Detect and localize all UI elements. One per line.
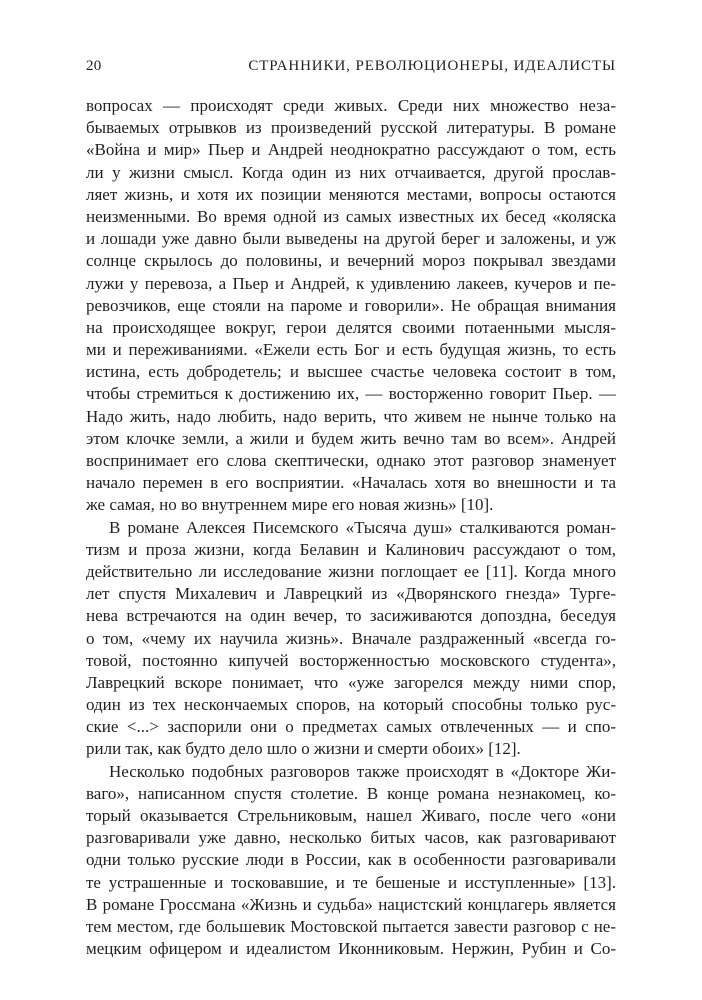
text-line: «Война и мир» Пьер и Андрей неоднократно рассуждают о том, есть (86, 140, 616, 160)
text-line: товой, постоянно кипучей восторженностью московского студента», (86, 650, 616, 670)
text-line: на происходящее вокруг, герои делятся своими потаенными мысля- (86, 317, 616, 337)
text-line: ли у жизни смысл. Когда один из них отчаивается, другой прослав- (86, 162, 616, 182)
text-line: торый оказывается Стрельниковым, нашел Живаго, после чего «они (86, 806, 616, 825)
text-line: воспринимает его слова скептически, однако этот разговор знаменует (86, 451, 616, 470)
text-line: этом клочке земли, а жили и будем жить вечно там во всем». Андрей (86, 428, 616, 448)
running-head (86, 58, 616, 82)
text-line: чтобы стремиться к достижению их, — восторженно говорит Пьер. — (86, 384, 616, 404)
running-title: СТРАННИКИ, РЕВОЛЮЦИОНЕРЫ, ИДЕАЛИСТЫ (248, 58, 616, 74)
text-line: лужи у перевоза, а Пьер и Андрей, к удивлению лакеев, кучеров и пе- (86, 273, 616, 293)
text-line: тем местом, где большевик Мостовской пытается завести разговор с не- (86, 916, 616, 936)
page-number: 20 (86, 58, 102, 74)
paragraph (86, 761, 616, 961)
text-line: ревозчиков, еще стояли на пароме и говорили». Не обращая внимания (86, 295, 616, 315)
text-line: Лаврецкий вскоре понимает, что «уже загорелся между ними спор, (86, 672, 616, 692)
text-line: о том, «чему их научила жизнь». Вначале раздраженный «всегда го- (86, 628, 616, 648)
paragraph (86, 517, 616, 761)
text-line: неизменными. Во время одной из самых известных их бесед «коляска (86, 206, 616, 226)
body-text (86, 95, 616, 960)
text-line: ваго», написанном спустя столетие. В конце романа незнакомец, ко- (86, 783, 616, 803)
text-line: истина, есть добродетель; и высшее счастье человека состоит в том, (86, 362, 616, 382)
paragraph (86, 95, 616, 517)
text-line: солнце скрылось до половины, и вечерний мороз покрывал звездами (86, 251, 616, 271)
text-line: же самая, но во внутреннем мире его новая жизнь» [10]. (86, 495, 494, 515)
text-line: разговаривали уже давно, несколько битых часов, как разговаривают (86, 828, 616, 848)
text-line: ские <...> заспорили они о предметах самых отвлеченных — и спо- (86, 717, 616, 737)
text-line: ляет жизнь, и хотя их позиции меняются местами, вопросы остаются (86, 184, 616, 204)
text-line: те устрашенные и тосковавшие, и те бешеные и исступленные» [13]. (86, 872, 616, 892)
text-line: Надо жить, надо любить, надо верить, что живем не нынче только на (86, 406, 616, 426)
text-line: одни только русские люди в России, как в особенности разговаривали (86, 850, 616, 870)
text-line: тизм и проза жизни, когда Белавин и Калинович рассуждают о том, (86, 539, 616, 559)
text-line: мецким офицером и идеалистом Иконниковым. Нержин, Рубин и Со- (86, 939, 616, 959)
text-line: один из тех нескончаемых споров, на который способны только рус- (86, 695, 616, 715)
text-line: вопросах — происходят среди живых. Среди них множество неза- (86, 96, 616, 115)
text-line: В романе Гроссмана «Жизнь и судьба» нацистский концлагерь является (86, 894, 616, 914)
text-line: лет спустя Михалевич и Лаврецкий из «Дворянского гнезда» Турге- (86, 584, 616, 604)
text-line: начало перемен в его восприятии. «Началась хотя во внешности и та (86, 473, 616, 493)
text-line: нева встречаются на один вечер, то засиживаются допоздна, беседуя (86, 606, 616, 626)
text-line: ми и переживаниями. «Ежели есть Бог и есть будущая жизнь, то есть (86, 340, 616, 360)
text-line: В романе Алексея Писемского «Тысяча душ» сталкиваются роман- (109, 517, 616, 537)
text-line: бываемых отрывков из произведений русской литературы. В романе (86, 118, 616, 138)
text-line: действительно ли исследование жизни поглощает ее [11]. Когда много (86, 561, 616, 581)
text-line: и лошади уже давно были выведены на другой берег и заложены, и уж (86, 229, 616, 249)
text-line: Несколько подобных разговоров также происходят в «Докторе Жи- (109, 761, 616, 781)
text-line: рили так, как будто дело шло о жизни и смерти обоих» [12]. (86, 739, 521, 759)
